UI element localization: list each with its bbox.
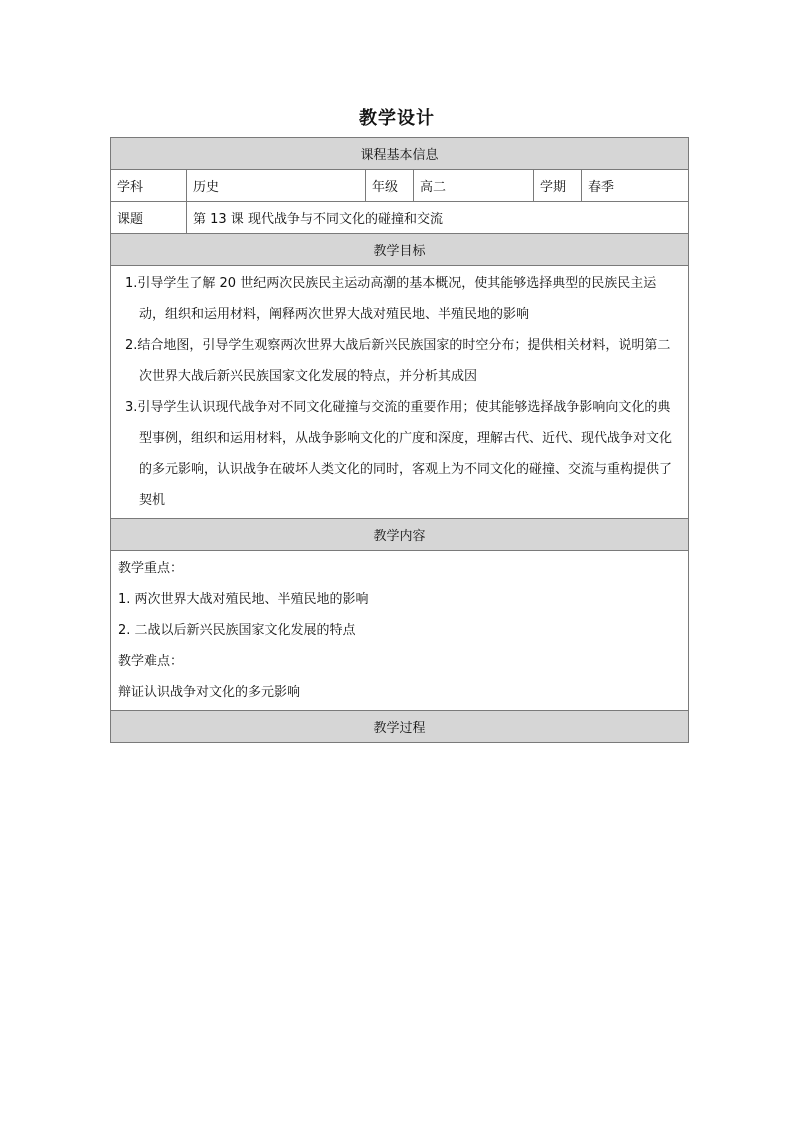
- term-label: 学期: [534, 170, 582, 202]
- topic-row: [111, 202, 689, 234]
- objectives-header: 教学目标: [111, 234, 689, 266]
- process-header: 教学过程: [111, 711, 689, 743]
- key-point-item: 2. 二战以后新兴民族国家文化发展的特点: [118, 623, 356, 638]
- objective-item: 3.引导学生认识现代战争对不同文化碰撞与交流的重要作用；使其能够选择战争影响向文化的典型事例，组织和运用材料，从战争影响文化的广度和深度，理解古代、近代、现代战争对文化的多元影响，认识战争在破坏人类文化的同时，客观上为不同文化的碰撞、交流与重构提供了契机: [125, 400, 673, 508]
- term-value: 春季: [582, 170, 689, 202]
- key-points-label: 教学重点：: [118, 561, 184, 576]
- subject-label: 学科: [111, 170, 187, 202]
- objective-item: 1.引导学生了解 20 世纪两次民族民主运动高潮的基本概况，使其能够选择典型的民族民主运动，组织和运用材料，阐释两次世界大战对殖民地、半殖民地的影响: [125, 276, 657, 322]
- basic-info-header: 课程基本信息: [111, 138, 689, 170]
- grade-value: 高二: [414, 170, 534, 202]
- content-header: 教学内容: [111, 519, 689, 551]
- key-point-item: 1. 两次世界大战对殖民地、半殖民地的影响: [118, 592, 369, 607]
- subject-value: 历史: [187, 170, 366, 202]
- page-title: 教学设计: [359, 108, 435, 129]
- difficulty-label: 教学难点：: [118, 654, 184, 669]
- topic-value: 第 13 课 现代战争与不同文化的碰撞和交流: [187, 202, 689, 234]
- objectives-cell: [111, 266, 689, 519]
- grade-label: 年级: [366, 170, 414, 202]
- basic-info-row: [111, 170, 689, 202]
- lesson-plan-table: [110, 137, 689, 743]
- objective-item: 2.结合地图，引导学生观察两次世界大战后新兴民族国家的时空分布；提供相关材料，说明第二次世界大战后新兴民族国家文化发展的特点，并分析其成因: [125, 338, 671, 384]
- content-cell: [111, 551, 689, 711]
- difficulty-item: 辩证认识战争对文化的多元影响: [118, 685, 301, 700]
- topic-label: 课题: [111, 202, 187, 234]
